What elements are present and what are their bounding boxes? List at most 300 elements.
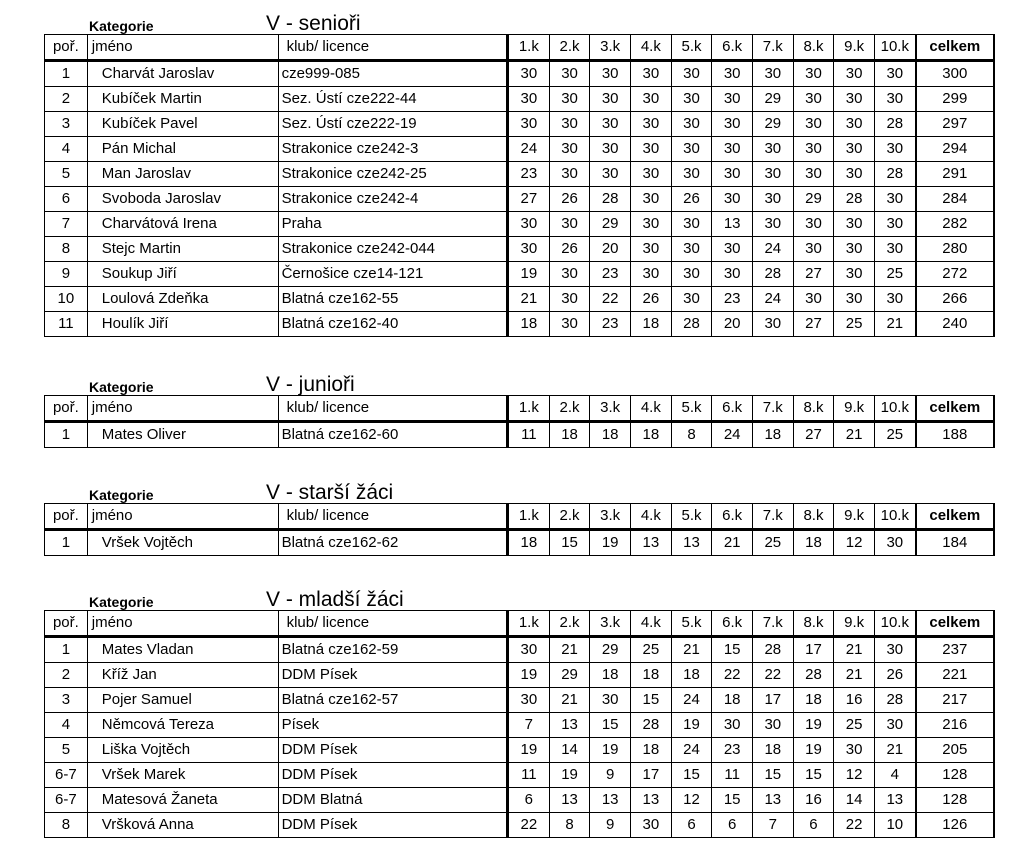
score-cell: 23 — [590, 262, 631, 287]
score-cell: 30 — [712, 237, 753, 262]
header-round: 6.k — [712, 396, 753, 422]
header-round: 5.k — [671, 396, 712, 422]
score-cell: 30 — [549, 162, 590, 187]
table-row — [45, 212, 995, 237]
table-row — [45, 287, 995, 312]
score-cell: 18 — [508, 312, 550, 337]
rank-cell: 5 — [45, 162, 88, 187]
score-cell: 26 — [874, 663, 915, 688]
total-cell: 297 — [916, 112, 994, 137]
header-round: 3.k — [590, 396, 631, 422]
header-round: 8.k — [793, 611, 834, 637]
name-cell: Houlík Jiří — [87, 312, 278, 337]
name-cell: Charvát Jaroslav — [87, 61, 278, 87]
score-cell: 30 — [712, 187, 753, 212]
total-cell: 280 — [916, 237, 994, 262]
club-cell: DDM Písek — [278, 763, 507, 788]
score-cell: 4 — [874, 763, 915, 788]
score-cell: 21 — [834, 637, 875, 663]
score-cell: 17 — [631, 763, 672, 788]
score-cell: 18 — [631, 422, 672, 448]
score-cell: 13 — [590, 788, 631, 813]
score-cell: 18 — [508, 530, 550, 556]
table-row — [45, 87, 995, 112]
name-cell: Svoboda Jaroslav — [87, 187, 278, 212]
score-cell: 30 — [671, 262, 712, 287]
score-cell: 18 — [631, 738, 672, 763]
score-cell: 24 — [671, 738, 712, 763]
table-row — [45, 137, 995, 162]
score-cell: 13 — [752, 788, 793, 813]
name-cell: Kříž Jan — [87, 663, 278, 688]
total-cell: 300 — [916, 61, 994, 87]
rank-cell: 1 — [45, 637, 88, 663]
score-cell: 21 — [549, 637, 590, 663]
header-round: 7.k — [752, 35, 793, 61]
total-cell: 240 — [916, 312, 994, 337]
score-cell: 21 — [549, 688, 590, 713]
score-cell: 30 — [671, 87, 712, 112]
score-cell: 25 — [834, 713, 875, 738]
score-cell: 19 — [508, 738, 550, 763]
table-row — [45, 312, 995, 337]
club-cell: Sez. Ústí cze222-19 — [278, 112, 507, 137]
score-cell: 21 — [508, 287, 550, 312]
score-cell: 28 — [793, 663, 834, 688]
score-cell: 30 — [590, 688, 631, 713]
score-cell: 16 — [793, 788, 834, 813]
score-cell: 18 — [631, 663, 672, 688]
score-cell: 24 — [752, 237, 793, 262]
header-round: 2.k — [549, 35, 590, 61]
header-round: 1.k — [508, 396, 550, 422]
total-cell: 126 — [916, 813, 994, 838]
club-cell: Strakonice cze242-4 — [278, 187, 507, 212]
rank-cell: 5 — [45, 738, 88, 763]
score-cell: 11 — [508, 422, 550, 448]
score-cell: 30 — [834, 237, 875, 262]
score-cell: 21 — [874, 312, 915, 337]
score-cell: 30 — [671, 162, 712, 187]
score-cell: 30 — [834, 287, 875, 312]
score-cell: 26 — [631, 287, 672, 312]
score-cell: 15 — [631, 688, 672, 713]
score-cell: 24 — [508, 137, 550, 162]
score-cell: 7 — [752, 813, 793, 838]
score-cell: 26 — [549, 237, 590, 262]
score-cell: 28 — [631, 713, 672, 738]
score-cell: 28 — [874, 688, 915, 713]
score-cell: 11 — [508, 763, 550, 788]
total-cell: 294 — [916, 137, 994, 162]
header-round: 7.k — [752, 504, 793, 530]
header-name: jméno — [87, 611, 278, 637]
header-row — [45, 504, 995, 530]
club-cell: Blatná cze162-62 — [278, 530, 507, 556]
score-cell: 19 — [590, 738, 631, 763]
rank-cell: 8 — [45, 237, 88, 262]
header-round: 3.k — [590, 504, 631, 530]
score-cell: 30 — [671, 237, 712, 262]
name-cell: Pojer Samuel — [87, 688, 278, 713]
score-cell: 30 — [508, 212, 550, 237]
table-row — [45, 530, 995, 556]
header-total: celkem — [916, 35, 994, 61]
club-cell: Blatná cze162-55 — [278, 287, 507, 312]
rank-cell: 1 — [45, 61, 88, 87]
rank-cell: 7 — [45, 212, 88, 237]
table-row — [45, 713, 995, 738]
rank-cell: 6-7 — [45, 788, 88, 813]
header-club: klub/ licence — [278, 504, 507, 530]
header-club: klub/ licence — [278, 611, 507, 637]
score-cell: 30 — [631, 87, 672, 112]
score-cell: 30 — [671, 287, 712, 312]
header-round: 1.k — [508, 504, 550, 530]
club-cell: Blatná cze162-40 — [278, 312, 507, 337]
header-round: 6.k — [712, 35, 753, 61]
rank-cell: 2 — [45, 87, 88, 112]
score-cell: 30 — [874, 237, 915, 262]
header-club: klub/ licence — [278, 35, 507, 61]
score-cell: 17 — [752, 688, 793, 713]
header-round: 8.k — [793, 35, 834, 61]
score-cell: 30 — [631, 813, 672, 838]
score-cell: 30 — [712, 162, 753, 187]
score-cell: 30 — [590, 61, 631, 87]
header-round: 1.k — [508, 35, 550, 61]
score-cell: 30 — [549, 287, 590, 312]
score-cell: 19 — [793, 738, 834, 763]
header-round: 6.k — [712, 504, 753, 530]
score-cell: 27 — [793, 422, 834, 448]
score-cell: 28 — [671, 312, 712, 337]
name-cell: Loulová Zdeňka — [87, 287, 278, 312]
score-cell: 9 — [590, 763, 631, 788]
score-cell: 15 — [712, 637, 753, 663]
category-name: V - senioři — [266, 12, 361, 35]
score-cell: 27 — [793, 262, 834, 287]
score-cell: 11 — [712, 763, 753, 788]
rank-cell: 4 — [45, 137, 88, 162]
score-cell: 19 — [549, 763, 590, 788]
score-cell: 30 — [834, 112, 875, 137]
header-round: 2.k — [549, 611, 590, 637]
score-cell: 30 — [874, 713, 915, 738]
score-cell: 30 — [752, 212, 793, 237]
score-cell: 30 — [793, 287, 834, 312]
name-cell: Kubíček Pavel — [87, 112, 278, 137]
total-cell: 205 — [916, 738, 994, 763]
rank-cell: 8 — [45, 813, 88, 838]
name-cell: Soukup Jiří — [87, 262, 278, 287]
score-cell: 30 — [874, 637, 915, 663]
score-cell: 18 — [631, 312, 672, 337]
score-cell: 10 — [874, 813, 915, 838]
name-cell: Man Jaroslav — [87, 162, 278, 187]
score-cell: 30 — [508, 688, 550, 713]
score-cell: 29 — [793, 187, 834, 212]
header-round: 4.k — [631, 611, 672, 637]
header-round: 10.k — [874, 611, 915, 637]
category-label: Kategorie — [89, 487, 154, 503]
rank-cell: 6-7 — [45, 763, 88, 788]
score-cell: 15 — [712, 788, 753, 813]
category-label: Kategorie — [89, 18, 154, 34]
name-cell: Liška Vojtěch — [87, 738, 278, 763]
rank-cell: 3 — [45, 112, 88, 137]
score-cell: 30 — [712, 61, 753, 87]
score-cell: 30 — [508, 61, 550, 87]
rank-cell: 9 — [45, 262, 88, 287]
score-cell: 28 — [874, 112, 915, 137]
score-cell: 8 — [549, 813, 590, 838]
score-cell: 13 — [549, 788, 590, 813]
score-cell: 30 — [671, 212, 712, 237]
total-cell: 284 — [916, 187, 994, 212]
table-row — [45, 162, 995, 187]
table-row — [45, 788, 995, 813]
score-cell: 30 — [549, 212, 590, 237]
score-cell: 30 — [508, 237, 550, 262]
score-cell: 16 — [834, 688, 875, 713]
score-cell: 30 — [671, 112, 712, 137]
score-cell: 22 — [508, 813, 550, 838]
score-cell: 30 — [834, 738, 875, 763]
score-cell: 30 — [549, 137, 590, 162]
score-cell: 30 — [590, 137, 631, 162]
score-cell: 30 — [712, 713, 753, 738]
score-cell: 30 — [549, 262, 590, 287]
score-cell: 21 — [834, 422, 875, 448]
score-cell: 24 — [712, 422, 753, 448]
table-row — [45, 187, 995, 212]
score-cell: 30 — [793, 137, 834, 162]
header-round: 9.k — [834, 504, 875, 530]
score-cell: 21 — [834, 663, 875, 688]
table-row — [45, 763, 995, 788]
club-cell: Sez. Ústí cze222-44 — [278, 87, 507, 112]
club-cell: cze999-085 — [278, 61, 507, 87]
rank-cell: 1 — [45, 530, 88, 556]
total-cell: 291 — [916, 162, 994, 187]
table-row — [45, 663, 995, 688]
name-cell: Němcová Tereza — [87, 713, 278, 738]
score-cell: 27 — [508, 187, 550, 212]
table-row — [45, 738, 995, 763]
header-round: 3.k — [590, 611, 631, 637]
score-cell: 30 — [712, 262, 753, 287]
score-cell: 30 — [508, 112, 550, 137]
score-cell: 12 — [834, 530, 875, 556]
header-round: 6.k — [712, 611, 753, 637]
score-cell: 24 — [671, 688, 712, 713]
score-cell: 30 — [793, 212, 834, 237]
score-cell: 28 — [590, 187, 631, 212]
score-cell: 8 — [671, 422, 712, 448]
score-cell: 22 — [712, 663, 753, 688]
total-cell: 266 — [916, 287, 994, 312]
score-cell: 30 — [631, 61, 672, 87]
score-cell: 13 — [631, 530, 672, 556]
score-cell: 18 — [671, 663, 712, 688]
score-cell: 30 — [549, 87, 590, 112]
results-table — [44, 503, 995, 556]
score-cell: 15 — [549, 530, 590, 556]
score-cell: 7 — [508, 713, 550, 738]
score-cell: 21 — [671, 637, 712, 663]
header-total: celkem — [916, 396, 994, 422]
total-cell: 237 — [916, 637, 994, 663]
total-cell: 184 — [916, 530, 994, 556]
score-cell: 30 — [631, 112, 672, 137]
score-cell: 30 — [874, 530, 915, 556]
results-table — [44, 610, 995, 838]
score-cell: 30 — [631, 162, 672, 187]
score-cell: 6 — [671, 813, 712, 838]
score-cell: 30 — [793, 61, 834, 87]
header-rank: poř. — [45, 611, 88, 637]
score-cell: 18 — [712, 688, 753, 713]
header-round: 4.k — [631, 396, 672, 422]
header-round: 9.k — [834, 35, 875, 61]
name-cell: Kubíček Martin — [87, 87, 278, 112]
club-cell: DDM Písek — [278, 663, 507, 688]
score-cell: 30 — [793, 112, 834, 137]
score-cell: 30 — [834, 162, 875, 187]
header-round: 8.k — [793, 504, 834, 530]
results-table — [44, 395, 995, 448]
header-name: jméno — [87, 35, 278, 61]
category-label: Kategorie — [89, 594, 154, 610]
score-cell: 28 — [752, 637, 793, 663]
header-row — [45, 611, 995, 637]
score-cell: 28 — [834, 187, 875, 212]
score-cell: 13 — [712, 212, 753, 237]
club-cell: DDM Blatná — [278, 788, 507, 813]
score-cell: 25 — [874, 262, 915, 287]
score-cell: 22 — [752, 663, 793, 688]
header-round: 5.k — [671, 35, 712, 61]
score-cell: 30 — [631, 187, 672, 212]
score-cell: 9 — [590, 813, 631, 838]
header-round: 9.k — [834, 611, 875, 637]
score-cell: 19 — [508, 262, 550, 287]
score-cell: 6 — [508, 788, 550, 813]
score-cell: 30 — [508, 87, 550, 112]
table-row — [45, 422, 995, 448]
score-cell: 13 — [671, 530, 712, 556]
category-heading — [44, 369, 995, 395]
table-row — [45, 112, 995, 137]
header-round: 2.k — [549, 504, 590, 530]
header-round: 3.k — [590, 35, 631, 61]
score-cell: 30 — [631, 262, 672, 287]
score-cell: 19 — [590, 530, 631, 556]
header-round: 5.k — [671, 611, 712, 637]
header-name: jméno — [87, 504, 278, 530]
score-cell: 29 — [752, 112, 793, 137]
rank-cell: 2 — [45, 663, 88, 688]
rank-cell: 3 — [45, 688, 88, 713]
club-cell: Písek — [278, 713, 507, 738]
total-cell: 216 — [916, 713, 994, 738]
score-cell: 30 — [752, 713, 793, 738]
club-cell: Praha — [278, 212, 507, 237]
header-round: 8.k — [793, 396, 834, 422]
score-cell: 30 — [590, 162, 631, 187]
score-cell: 30 — [712, 112, 753, 137]
category-name: V - starší žáci — [266, 481, 394, 504]
score-cell: 25 — [752, 530, 793, 556]
total-cell: 272 — [916, 262, 994, 287]
results-table — [44, 34, 995, 337]
club-cell: Strakonice cze242-044 — [278, 237, 507, 262]
header-row — [45, 35, 995, 61]
score-cell: 12 — [671, 788, 712, 813]
score-cell: 30 — [549, 312, 590, 337]
score-cell: 12 — [834, 763, 875, 788]
score-cell: 25 — [834, 312, 875, 337]
score-cell: 30 — [793, 87, 834, 112]
club-cell: Strakonice cze242-3 — [278, 137, 507, 162]
header-round: 4.k — [631, 504, 672, 530]
header-round: 9.k — [834, 396, 875, 422]
header-name: jméno — [87, 396, 278, 422]
name-cell: Vršek Vojtěch — [87, 530, 278, 556]
score-cell: 29 — [752, 87, 793, 112]
header-round: 7.k — [752, 611, 793, 637]
table-row — [45, 262, 995, 287]
header-round: 10.k — [874, 396, 915, 422]
score-cell: 30 — [834, 87, 875, 112]
name-cell: Charvátová Irena — [87, 212, 278, 237]
score-cell: 30 — [874, 137, 915, 162]
name-cell: Pán Michal — [87, 137, 278, 162]
header-round: 5.k — [671, 504, 712, 530]
score-cell: 25 — [631, 637, 672, 663]
rank-cell: 6 — [45, 187, 88, 212]
score-cell: 30 — [874, 87, 915, 112]
score-cell: 30 — [793, 237, 834, 262]
score-cell: 30 — [752, 61, 793, 87]
header-club: klub/ licence — [278, 396, 507, 422]
table-row — [45, 237, 995, 262]
header-round: 7.k — [752, 396, 793, 422]
score-cell: 30 — [834, 262, 875, 287]
category-name: V - junioři — [266, 373, 355, 396]
header-row — [45, 396, 995, 422]
header-round: 4.k — [631, 35, 672, 61]
club-cell: DDM Písek — [278, 813, 507, 838]
score-cell: 30 — [671, 137, 712, 162]
score-cell: 13 — [549, 713, 590, 738]
score-cell: 30 — [752, 187, 793, 212]
name-cell: Matesová Žaneta — [87, 788, 278, 813]
score-cell: 30 — [671, 61, 712, 87]
score-cell: 30 — [752, 137, 793, 162]
score-cell: 18 — [793, 530, 834, 556]
score-cell: 24 — [752, 287, 793, 312]
score-cell: 18 — [752, 738, 793, 763]
score-cell: 29 — [590, 212, 631, 237]
score-cell: 30 — [793, 162, 834, 187]
header-round: 10.k — [874, 35, 915, 61]
category-heading — [44, 8, 995, 34]
score-cell: 29 — [590, 637, 631, 663]
category-heading — [44, 584, 995, 610]
name-cell: Stejc Martin — [87, 237, 278, 262]
